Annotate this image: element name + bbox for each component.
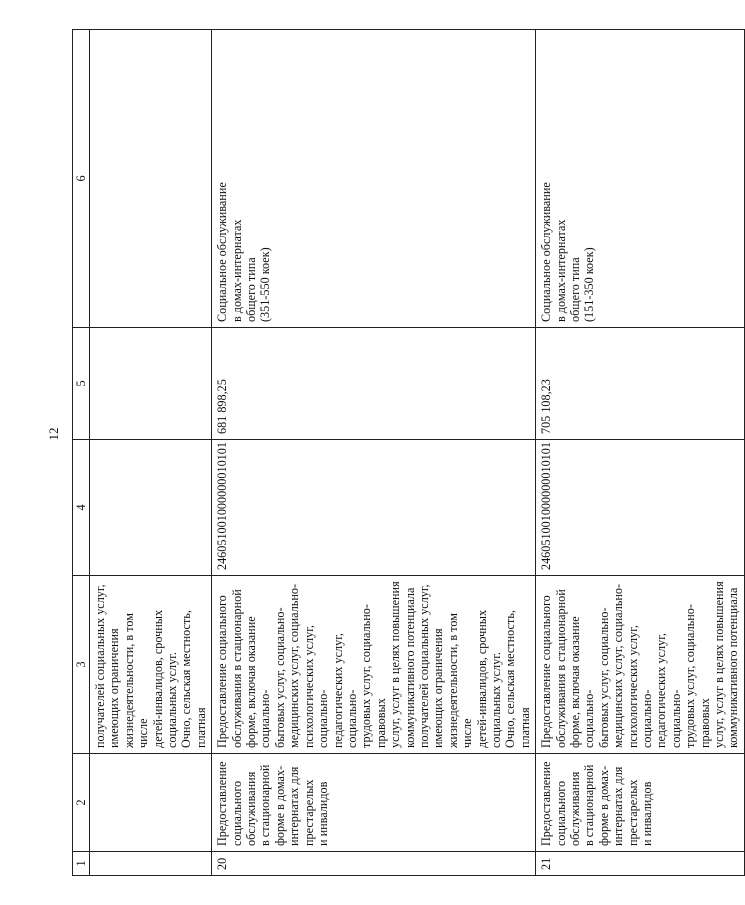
service-cost (90, 328, 212, 440)
header-col-3: 3 (73, 576, 90, 754)
header-col-1: 1 (73, 852, 90, 876)
service-content: получателей социальных услуг, имеющих ограничения жизнедеятельности, в том числе детей-инвалидов, срочных социальных услуг. Очно, сельская местность, платная (90, 576, 212, 754)
service-cost: 681 898,25 (212, 328, 536, 440)
registry-code (90, 440, 212, 576)
page-number: 12 (46, 427, 61, 441)
institution-type (90, 30, 212, 328)
service-name (90, 754, 212, 852)
registry-code: 24605100100000001010​1 (212, 440, 536, 576)
service-cost: 705 108,23 (536, 328, 745, 440)
rotated-table-container (72, 30, 741, 876)
registry-code: 24605100100000001010​1 (536, 440, 745, 576)
header-row (73, 30, 90, 876)
row-number (90, 852, 212, 876)
header-col-5: 5 (73, 328, 90, 440)
service-content: Предоставление социального обслуживания в стационарной форме, включая оказание социально- бытовых услуг, социально- медицинских услуг, социально- психологических услуг, социально- педагогических услуг, социально- трудовых услуг, социально-правовых услуг, услуг в целях повышения коммуникативного потенциала получателей социальных услуг, имеющих ограничения жизнедеятельности, в том числе детей-инвалидов, срочных социальных услуг. Очно, сельская местность, платная (212, 576, 536, 754)
institution-type: Социальное обслуживание в домах-интернатах общего типа (351-550 коек) (212, 30, 536, 328)
service-name: Предоставление социального обслуживания в стационарной форме в домах- интернатах для престарелых и инвалидов (536, 754, 745, 852)
table-row (90, 30, 212, 876)
header-col-4: 4 (73, 440, 90, 576)
institution-type: Социальное обслуживание в домах-интернатах общего типа (151-350 коек) (536, 30, 745, 328)
services-table (72, 29, 745, 876)
row-number: 20 (212, 852, 536, 876)
service-content: Предоставление социального обслуживания в стационарной форме, включая оказание социально- бытовых услуг, социально- медицинских услуг, социально- психологических услуг, социально- педагогических услуг, социально- трудовых услуг, социально-правовых услуг, услуг в целях повышения коммуникативного потенциала (536, 576, 745, 754)
header-col-2: 2 (73, 754, 90, 852)
table-row (212, 30, 536, 876)
table-row (536, 30, 745, 876)
row-number: 21 (536, 852, 745, 876)
header-col-6: 6 (73, 30, 90, 328)
service-name: Предоставление социального обслуживания в стационарной форме в домах- интернатах для престарелых и инвалидов (212, 754, 536, 852)
